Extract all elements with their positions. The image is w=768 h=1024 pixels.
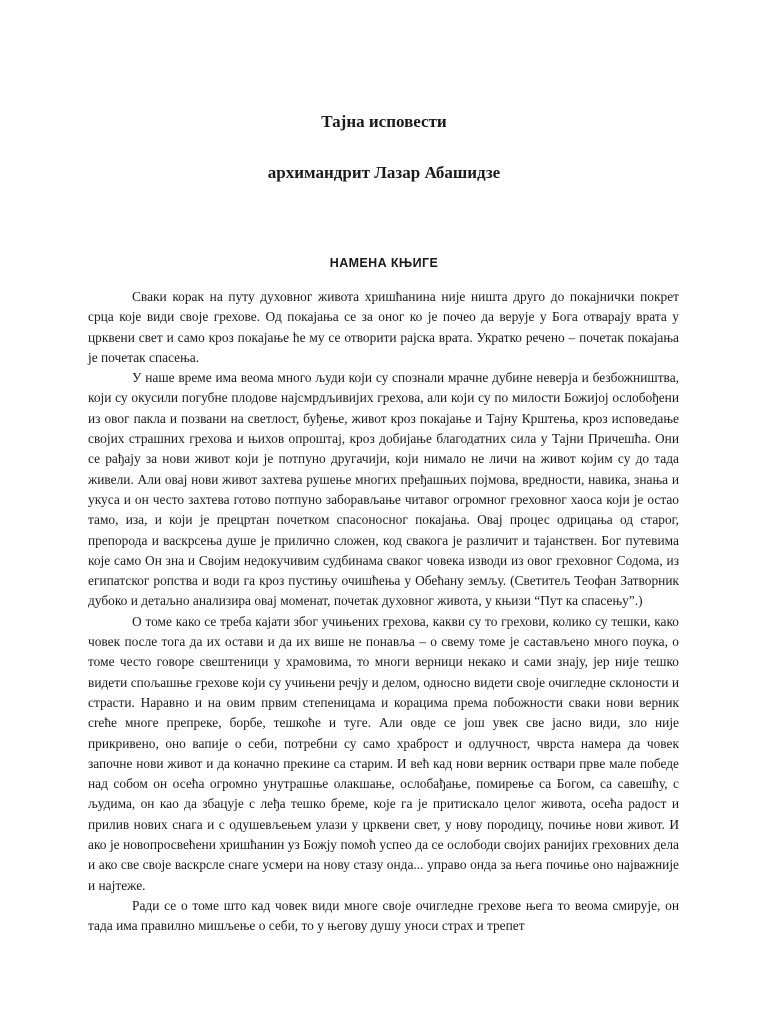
paragraph: Сваки корак на путу духовног живота хришћанина није ништа друго до покајнички покрет срца које види своје грехове. Од покајања се за оног ко је почео да верује у Бога отварају врата у црквени свет и само кроз покајање ће му се отворити рајска врата. Укратко речено – почетак покајања је почетак спасења. [88,289,679,365]
paragraph: Ради се о томе што кад човек види многе своје очигледне грехове њега то веома смирује, он тада има правилно мишљење о себи, то у његову душу уноси страх и трепет [88,897,679,934]
paragraph: О томе како се треба кајати због учињених грехова, какви су то грехови, колико су тешки, како човек после тога да их остави и да их више не понавља – о свему томе је састављено много поука, о томе често говоре свештеници у храмовима, то многи верници некако и сами знају, јер није тешко видети спољашње грехове који су учињени речју и делом, односно видети своје очигледне склоности и страсти. Наравно и на овим првим степеницама и корацима према побожности сваки нови верник сreће многе препреке, борбе, тешкоће и туге. Али овде се још увек све јасно види, зло није прикривено, оно вапије о себи, потребни су само храброст и одлучност, чврста намера да човек започне нови живот и да коначно прекине са старим. И већ кад нови верник оствари прве мале победе над собом он осећа огромно унутрашње олакшање, ослобађање, помирење са Богом, са савешћу, с људима, он као да збацује с леђа тешко бреме, које га је притискало целог живота, осећа радост и прилив нових снага и с одушевљењем улази у црквени свет, у нову породицу, почиње нови живот. И ако је новопросвећени хришћанин уз Божју помоћ успео да се ослободи својих ранијих греховних дела и ако све своје васкрсле снаге усмери на нову стазу онда... управо онда за њега почиње оно најважније и најтеже. [88,613,679,893]
document-author: архимандрит Лазар Абашидзе [267,163,501,182]
body-text [88,287,679,937]
section-heading: НАМЕНА КЊИГЕ [329,256,439,270]
document-title: Тајна исповести [321,112,447,131]
paragraph: У наше време има веома много људи који су спознали мрачне дубине неверја и безбожништва, који су окусили погубне плодове најсмрдљивијих грехова, али који су по милости Божијој ослобођени из овог пакла и позвани на светлост, буђење, живот кроз покајање и Тајну Крштења, кроз исповедање својих страшних грехова и њихов опроштај, кроз добијање благодатних сила у Тајни Причешћа. Они се рађају за нови живот који је потпуно другачији, који нимало не личи на живот којим су до тада живели. Али овај нови живот захтева рушење многих пређашњих појмова, вредности, навика, знања и укуса и он често захтева готово потпуно заборављање читавог огромног греховног хаоса који је остао тамо, иза, и који је прецртан почетком спасоносног покајања. Овај процес одрицања од старог, препорода и васкрсења душе је прилично сложен, код свакога је различит и тајанствен. Бог путевима које само Он зна и Својим недокучивим судбинама сваког човека изводи из овог греховног Содома, из египатског ропства и води га кроз пустињу очишћења у Обећану земљу. (Светитељ Теофан Затворник дубоко и детаљно анализира овај моменат, почетак духовног живота, у књизи “Пут ка спасењу”.) [88,370,679,609]
